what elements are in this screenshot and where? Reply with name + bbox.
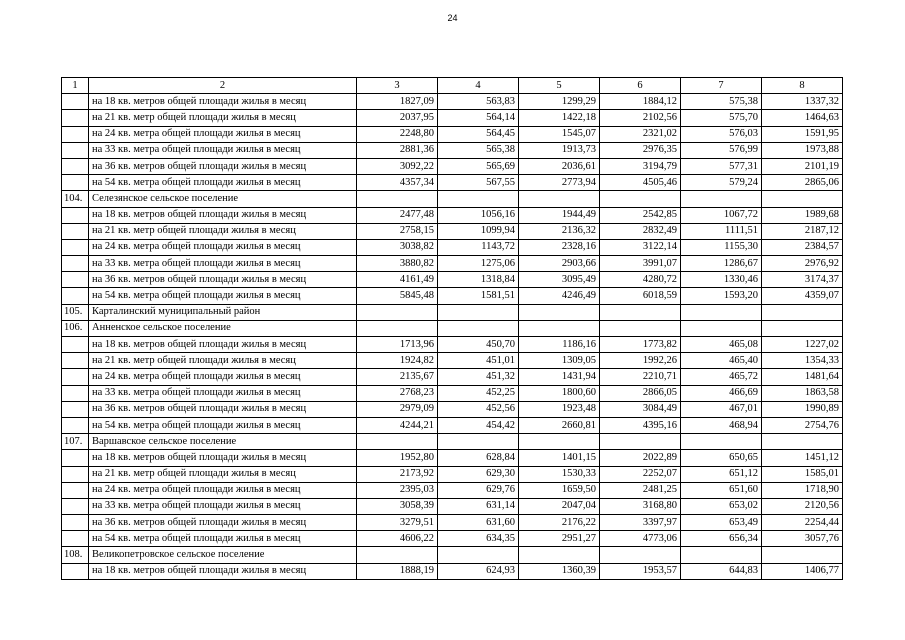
table-row bbox=[62, 175, 843, 191]
value-cell: 4359,07 bbox=[762, 288, 843, 304]
value-cell: 1186,16 bbox=[519, 337, 600, 353]
row-description: на 18 кв. метров общей площади жилья в месяц bbox=[89, 94, 357, 110]
empty-cell bbox=[62, 272, 89, 288]
table-row bbox=[62, 385, 843, 401]
value-cell: 465,08 bbox=[681, 337, 762, 353]
table-row bbox=[62, 482, 843, 498]
value-cell: 3279,51 bbox=[357, 515, 438, 531]
empty-cell bbox=[357, 547, 438, 563]
section-name: Великопетровское сельское поселение bbox=[89, 547, 357, 563]
value-cell: 1973,88 bbox=[762, 142, 843, 158]
empty-cell bbox=[62, 417, 89, 433]
value-cell: 651,12 bbox=[681, 466, 762, 482]
value-cell: 2832,49 bbox=[600, 223, 681, 239]
empty-cell bbox=[519, 547, 600, 563]
value-cell: 2951,27 bbox=[519, 531, 600, 547]
empty-cell bbox=[438, 304, 519, 320]
value-cell: 3168,80 bbox=[600, 498, 681, 514]
value-cell: 1530,33 bbox=[519, 466, 600, 482]
value-cell: 2210,71 bbox=[600, 369, 681, 385]
value-cell: 563,83 bbox=[438, 94, 519, 110]
value-cell: 631,60 bbox=[438, 515, 519, 531]
value-cell: 2881,36 bbox=[357, 142, 438, 158]
value-cell: 452,25 bbox=[438, 385, 519, 401]
value-cell: 565,69 bbox=[438, 158, 519, 174]
section-name: Анненское сельское поселение bbox=[89, 320, 357, 336]
value-cell: 5845,48 bbox=[357, 288, 438, 304]
value-cell: 2865,06 bbox=[762, 175, 843, 191]
page-number: 24 bbox=[447, 13, 458, 23]
value-cell: 1713,96 bbox=[357, 337, 438, 353]
value-cell: 1773,82 bbox=[600, 337, 681, 353]
value-cell: 1299,29 bbox=[519, 94, 600, 110]
empty-cell bbox=[438, 547, 519, 563]
value-cell: 656,34 bbox=[681, 531, 762, 547]
value-cell: 1099,94 bbox=[438, 223, 519, 239]
table-row bbox=[62, 563, 843, 579]
row-description: на 24 кв. метра общей площади жилья в месяц bbox=[89, 369, 357, 385]
empty-cell bbox=[62, 450, 89, 466]
value-cell: 468,94 bbox=[681, 417, 762, 433]
value-cell: 2866,05 bbox=[600, 385, 681, 401]
empty-cell bbox=[62, 498, 89, 514]
section-name: Карталинский муниципальный район bbox=[89, 304, 357, 320]
value-cell: 1318,84 bbox=[438, 272, 519, 288]
section-number: 106. bbox=[62, 320, 89, 336]
empty-cell bbox=[62, 142, 89, 158]
row-description: на 33 кв. метра общей площади жилья в месяц bbox=[89, 256, 357, 272]
value-cell: 2120,56 bbox=[762, 498, 843, 514]
section-row bbox=[62, 434, 843, 450]
value-cell: 634,35 bbox=[438, 531, 519, 547]
section-number: 104. bbox=[62, 191, 89, 207]
value-cell: 1924,82 bbox=[357, 353, 438, 369]
table-row bbox=[62, 531, 843, 547]
value-cell: 579,24 bbox=[681, 175, 762, 191]
value-cell: 1067,72 bbox=[681, 207, 762, 223]
value-cell: 465,40 bbox=[681, 353, 762, 369]
value-cell: 2395,03 bbox=[357, 482, 438, 498]
value-cell: 450,70 bbox=[438, 337, 519, 353]
value-cell: 1406,77 bbox=[762, 563, 843, 579]
value-cell: 575,38 bbox=[681, 94, 762, 110]
value-cell: 452,56 bbox=[438, 401, 519, 417]
value-cell: 567,55 bbox=[438, 175, 519, 191]
table-row bbox=[62, 369, 843, 385]
value-cell: 653,49 bbox=[681, 515, 762, 531]
value-cell: 3038,82 bbox=[357, 239, 438, 255]
empty-cell bbox=[600, 191, 681, 207]
value-cell: 3397,97 bbox=[600, 515, 681, 531]
value-cell: 564,14 bbox=[438, 110, 519, 126]
value-cell: 1718,90 bbox=[762, 482, 843, 498]
empty-cell bbox=[600, 304, 681, 320]
value-cell: 629,30 bbox=[438, 466, 519, 482]
value-cell: 653,02 bbox=[681, 498, 762, 514]
table-row bbox=[62, 353, 843, 369]
value-cell: 2022,89 bbox=[600, 450, 681, 466]
empty-cell bbox=[62, 482, 89, 498]
value-cell: 454,42 bbox=[438, 417, 519, 433]
row-description: на 36 кв. метров общей площади жилья в месяц bbox=[89, 272, 357, 288]
value-cell: 1275,06 bbox=[438, 256, 519, 272]
value-cell: 2173,92 bbox=[357, 466, 438, 482]
value-cell: 3880,82 bbox=[357, 256, 438, 272]
value-cell: 2101,19 bbox=[762, 158, 843, 174]
column-header: 2 bbox=[89, 78, 357, 94]
value-cell: 2481,25 bbox=[600, 482, 681, 498]
empty-cell bbox=[762, 304, 843, 320]
empty-cell bbox=[357, 434, 438, 450]
row-description: на 18 кв. метров общей площади жилья в месяц bbox=[89, 563, 357, 579]
value-cell: 1155,30 bbox=[681, 239, 762, 255]
table-row bbox=[62, 498, 843, 514]
section-row bbox=[62, 304, 843, 320]
empty-cell bbox=[62, 126, 89, 142]
empty-cell bbox=[762, 434, 843, 450]
table-row bbox=[62, 94, 843, 110]
value-cell: 2248,80 bbox=[357, 126, 438, 142]
row-description: на 36 кв. метров общей площади жилья в месяц bbox=[89, 515, 357, 531]
table-body bbox=[62, 94, 843, 580]
value-cell: 1360,39 bbox=[519, 563, 600, 579]
value-cell: 2768,23 bbox=[357, 385, 438, 401]
value-cell: 644,83 bbox=[681, 563, 762, 579]
value-cell: 1884,12 bbox=[600, 94, 681, 110]
value-cell: 576,03 bbox=[681, 126, 762, 142]
empty-cell bbox=[762, 320, 843, 336]
empty-cell bbox=[62, 515, 89, 531]
row-description: на 21 кв. метр общей площади жилья в месяц bbox=[89, 353, 357, 369]
row-description: на 21 кв. метр общей площади жилья в месяц bbox=[89, 466, 357, 482]
value-cell: 3194,79 bbox=[600, 158, 681, 174]
value-cell: 467,01 bbox=[681, 401, 762, 417]
empty-cell bbox=[357, 304, 438, 320]
table-row bbox=[62, 401, 843, 417]
value-cell: 1354,33 bbox=[762, 353, 843, 369]
empty-cell bbox=[519, 434, 600, 450]
value-cell: 624,93 bbox=[438, 563, 519, 579]
value-cell: 1591,95 bbox=[762, 126, 843, 142]
table-row bbox=[62, 239, 843, 255]
empty-cell bbox=[62, 175, 89, 191]
value-cell: 3058,39 bbox=[357, 498, 438, 514]
row-description: на 18 кв. метров общей площади жилья в месяц bbox=[89, 450, 357, 466]
table-row bbox=[62, 450, 843, 466]
empty-cell bbox=[62, 223, 89, 239]
empty-cell bbox=[62, 110, 89, 126]
row-description: на 36 кв. метров общей площади жилья в месяц bbox=[89, 401, 357, 417]
value-cell: 1944,49 bbox=[519, 207, 600, 223]
value-cell: 1286,67 bbox=[681, 256, 762, 272]
value-cell: 1581,51 bbox=[438, 288, 519, 304]
empty-cell bbox=[62, 337, 89, 353]
empty-cell bbox=[62, 288, 89, 304]
value-cell: 1800,60 bbox=[519, 385, 600, 401]
column-header: 3 bbox=[357, 78, 438, 94]
value-cell: 1422,18 bbox=[519, 110, 600, 126]
empty-cell bbox=[600, 320, 681, 336]
empty-cell bbox=[62, 239, 89, 255]
value-cell: 2036,61 bbox=[519, 158, 600, 174]
value-cell: 2037,95 bbox=[357, 110, 438, 126]
value-cell: 2979,09 bbox=[357, 401, 438, 417]
value-cell: 466,69 bbox=[681, 385, 762, 401]
value-cell: 4280,72 bbox=[600, 272, 681, 288]
value-cell: 2321,02 bbox=[600, 126, 681, 142]
row-description: на 33 кв. метра общей площади жилья в месяц bbox=[89, 498, 357, 514]
value-cell: 1952,80 bbox=[357, 450, 438, 466]
value-cell: 451,01 bbox=[438, 353, 519, 369]
value-cell: 575,70 bbox=[681, 110, 762, 126]
value-cell: 576,99 bbox=[681, 142, 762, 158]
value-cell: 3122,14 bbox=[600, 239, 681, 255]
value-cell: 451,32 bbox=[438, 369, 519, 385]
value-cell: 2176,22 bbox=[519, 515, 600, 531]
empty-cell bbox=[62, 385, 89, 401]
value-cell: 1111,51 bbox=[681, 223, 762, 239]
value-cell: 565,38 bbox=[438, 142, 519, 158]
value-cell: 3174,37 bbox=[762, 272, 843, 288]
empty-cell bbox=[62, 353, 89, 369]
column-header: 7 bbox=[681, 78, 762, 94]
value-cell: 1827,09 bbox=[357, 94, 438, 110]
empty-cell bbox=[681, 320, 762, 336]
empty-cell bbox=[357, 191, 438, 207]
value-cell: 4357,34 bbox=[357, 175, 438, 191]
value-cell: 1143,72 bbox=[438, 239, 519, 255]
empty-cell bbox=[62, 369, 89, 385]
empty-cell bbox=[62, 563, 89, 579]
value-cell: 1585,01 bbox=[762, 466, 843, 482]
value-cell: 628,84 bbox=[438, 450, 519, 466]
value-cell: 2660,81 bbox=[519, 417, 600, 433]
empty-cell bbox=[519, 304, 600, 320]
value-cell: 2384,57 bbox=[762, 239, 843, 255]
row-description: на 33 кв. метра общей площади жилья в месяц bbox=[89, 385, 357, 401]
value-cell: 1992,26 bbox=[600, 353, 681, 369]
empty-cell bbox=[519, 191, 600, 207]
value-cell: 6018,59 bbox=[600, 288, 681, 304]
row-description: на 24 кв. метра общей площади жилья в месяц bbox=[89, 126, 357, 142]
value-cell: 577,31 bbox=[681, 158, 762, 174]
value-cell: 4161,49 bbox=[357, 272, 438, 288]
row-description: на 18 кв. метров общей площади жилья в месяц bbox=[89, 337, 357, 353]
value-cell: 4246,49 bbox=[519, 288, 600, 304]
value-cell: 4606,22 bbox=[357, 531, 438, 547]
value-cell: 1056,16 bbox=[438, 207, 519, 223]
table-row bbox=[62, 126, 843, 142]
value-cell: 2976,35 bbox=[600, 142, 681, 158]
empty-cell bbox=[62, 466, 89, 482]
value-cell: 4395,16 bbox=[600, 417, 681, 433]
row-description: на 54 кв. метра общей площади жилья в месяц bbox=[89, 288, 357, 304]
empty-cell bbox=[600, 547, 681, 563]
table-row bbox=[62, 158, 843, 174]
value-cell: 3084,49 bbox=[600, 401, 681, 417]
row-description: на 21 кв. метр общей площади жилья в месяц bbox=[89, 110, 357, 126]
section-row bbox=[62, 320, 843, 336]
row-description: на 21 кв. метр общей площади жилья в месяц bbox=[89, 223, 357, 239]
value-cell: 1337,32 bbox=[762, 94, 843, 110]
value-cell: 650,65 bbox=[681, 450, 762, 466]
empty-cell bbox=[519, 320, 600, 336]
empty-cell bbox=[62, 531, 89, 547]
column-header: 4 bbox=[438, 78, 519, 94]
empty-cell bbox=[681, 191, 762, 207]
empty-cell bbox=[681, 434, 762, 450]
value-cell: 4773,06 bbox=[600, 531, 681, 547]
row-description: на 54 кв. метра общей площади жилья в месяц bbox=[89, 531, 357, 547]
section-number: 105. bbox=[62, 304, 89, 320]
row-description: на 24 кв. метра общей площади жилья в месяц bbox=[89, 239, 357, 255]
value-cell: 1593,20 bbox=[681, 288, 762, 304]
row-description: на 18 кв. метров общей площади жилья в месяц bbox=[89, 207, 357, 223]
section-row bbox=[62, 547, 843, 563]
value-cell: 2254,44 bbox=[762, 515, 843, 531]
value-cell: 1451,12 bbox=[762, 450, 843, 466]
empty-cell bbox=[438, 320, 519, 336]
row-description: на 54 кв. метра общей площади жилья в месяц bbox=[89, 417, 357, 433]
value-cell: 3991,07 bbox=[600, 256, 681, 272]
tariff-table bbox=[61, 77, 843, 580]
table-row bbox=[62, 207, 843, 223]
value-cell: 465,72 bbox=[681, 369, 762, 385]
value-cell: 629,76 bbox=[438, 482, 519, 498]
empty-cell bbox=[62, 158, 89, 174]
table-row bbox=[62, 337, 843, 353]
value-cell: 1863,58 bbox=[762, 385, 843, 401]
value-cell: 4505,46 bbox=[600, 175, 681, 191]
empty-cell bbox=[62, 401, 89, 417]
value-cell: 2328,16 bbox=[519, 239, 600, 255]
row-description: на 33 кв. метра общей площади жилья в месяц bbox=[89, 142, 357, 158]
section-number: 108. bbox=[62, 547, 89, 563]
empty-cell bbox=[600, 434, 681, 450]
value-cell: 4244,21 bbox=[357, 417, 438, 433]
row-description: на 54 кв. метра общей площади жилья в месяц bbox=[89, 175, 357, 191]
table-row bbox=[62, 142, 843, 158]
value-cell: 1659,50 bbox=[519, 482, 600, 498]
value-cell: 1227,02 bbox=[762, 337, 843, 353]
table-row bbox=[62, 256, 843, 272]
value-cell: 631,14 bbox=[438, 498, 519, 514]
value-cell: 1401,15 bbox=[519, 450, 600, 466]
value-cell: 2252,07 bbox=[600, 466, 681, 482]
section-number: 107. bbox=[62, 434, 89, 450]
table-row bbox=[62, 515, 843, 531]
value-cell: 2754,76 bbox=[762, 417, 843, 433]
empty-cell bbox=[762, 547, 843, 563]
value-cell: 1481,64 bbox=[762, 369, 843, 385]
value-cell: 2047,04 bbox=[519, 498, 600, 514]
value-cell: 1330,46 bbox=[681, 272, 762, 288]
value-cell: 1913,73 bbox=[519, 142, 600, 158]
empty-cell bbox=[62, 207, 89, 223]
column-header: 5 bbox=[519, 78, 600, 94]
value-cell: 1431,94 bbox=[519, 369, 600, 385]
value-cell: 2477,48 bbox=[357, 207, 438, 223]
value-cell: 2773,94 bbox=[519, 175, 600, 191]
column-header: 6 bbox=[600, 78, 681, 94]
value-cell: 3095,49 bbox=[519, 272, 600, 288]
empty-cell bbox=[681, 547, 762, 563]
value-cell: 1923,48 bbox=[519, 401, 600, 417]
table-row bbox=[62, 466, 843, 482]
value-cell: 2135,67 bbox=[357, 369, 438, 385]
empty-cell bbox=[62, 256, 89, 272]
table-row bbox=[62, 223, 843, 239]
table-row bbox=[62, 288, 843, 304]
empty-cell bbox=[357, 320, 438, 336]
value-cell: 3057,76 bbox=[762, 531, 843, 547]
empty-cell bbox=[681, 304, 762, 320]
value-cell: 1545,07 bbox=[519, 126, 600, 142]
value-cell: 2976,92 bbox=[762, 256, 843, 272]
value-cell: 1953,57 bbox=[600, 563, 681, 579]
column-header-row bbox=[62, 78, 843, 94]
empty-cell bbox=[62, 94, 89, 110]
table-row bbox=[62, 110, 843, 126]
value-cell: 2542,85 bbox=[600, 207, 681, 223]
value-cell: 651,60 bbox=[681, 482, 762, 498]
value-cell: 2758,15 bbox=[357, 223, 438, 239]
value-cell: 1990,89 bbox=[762, 401, 843, 417]
empty-cell bbox=[438, 191, 519, 207]
empty-cell bbox=[762, 191, 843, 207]
value-cell: 2102,56 bbox=[600, 110, 681, 126]
section-name: Варшавское сельское поселение bbox=[89, 434, 357, 450]
section-row bbox=[62, 191, 843, 207]
value-cell: 2903,66 bbox=[519, 256, 600, 272]
column-header: 8 bbox=[762, 78, 843, 94]
value-cell: 1888,19 bbox=[357, 563, 438, 579]
table-row bbox=[62, 417, 843, 433]
value-cell: 1989,68 bbox=[762, 207, 843, 223]
table-row bbox=[62, 272, 843, 288]
value-cell: 564,45 bbox=[438, 126, 519, 142]
value-cell: 1464,63 bbox=[762, 110, 843, 126]
value-cell: 1309,05 bbox=[519, 353, 600, 369]
row-description: на 24 кв. метра общей площади жилья в месяц bbox=[89, 482, 357, 498]
row-description: на 36 кв. метров общей площади жилья в месяц bbox=[89, 158, 357, 174]
column-header: 1 bbox=[62, 78, 89, 94]
empty-cell bbox=[438, 434, 519, 450]
value-cell: 2187,12 bbox=[762, 223, 843, 239]
value-cell: 3092,22 bbox=[357, 158, 438, 174]
value-cell: 2136,32 bbox=[519, 223, 600, 239]
section-name: Селезянское сельское поселение bbox=[89, 191, 357, 207]
